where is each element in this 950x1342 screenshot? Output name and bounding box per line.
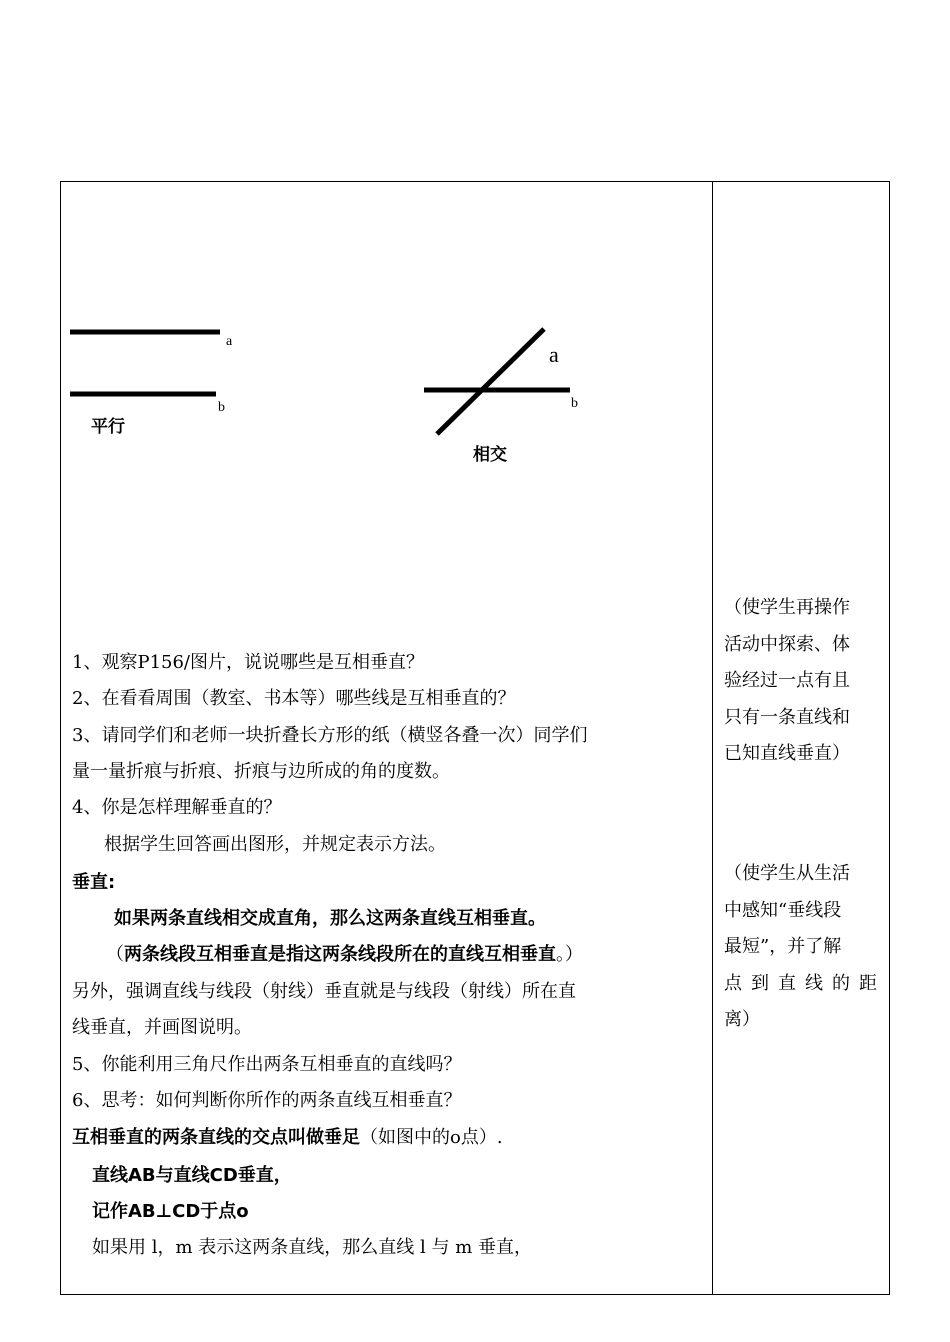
note-1-line: 只有一条直线和 — [724, 706, 850, 728]
note-2-line: 中感知“垂线段 — [724, 899, 842, 921]
answer-line: 根据学生回答画出图形，并规定表示方法。 — [104, 834, 446, 855]
note-1-line: （使学生再操作 — [724, 597, 850, 618]
foot-definition-rest: （如图中的o点）. — [360, 1127, 503, 1148]
parallel-label-a: a — [226, 334, 233, 349]
question-2: 2、在看看周围（教室、书本等）哪些线是互相垂直的？ — [72, 688, 516, 709]
note-1-line: 活动中探索、体 — [724, 633, 850, 655]
question-3-line-2: 量一量折痕与折痕、折痕与边所成的角的度数。 — [72, 761, 450, 782]
extra-line-1: 另外，强调直线与线段（射线）垂直就是与线段（射线）所在直 — [72, 981, 576, 1002]
note-1-line: 验经过一点有且 — [724, 670, 850, 691]
question-5: 5、你能利用三角尺作出两条互相垂直的直线吗？ — [72, 1054, 462, 1075]
note-2-line: 最短”，并了解 — [724, 936, 842, 957]
question-1: 1、观察P156/图片，说说哪些是互相垂直？ — [72, 652, 424, 673]
note-2-line: 点到直线的距 — [724, 972, 886, 994]
notation-line: 记作AB⊥CD于点o — [92, 1201, 249, 1222]
perpendicular-definition: 如果两条直线相交成直角，那么这两条直线互相垂直。 — [114, 908, 546, 929]
extra-line-2: 线垂直，并画图说明。 — [72, 1017, 252, 1038]
note-1-line: 已知直线垂直） — [724, 743, 850, 764]
line-figures — [0, 0, 950, 480]
note-2-line: （使学生从生活 — [724, 863, 850, 884]
lm-line: 如果用 l，m 表示这两条直线，那么直线 l 与 m 垂直， — [92, 1237, 532, 1258]
parallel-caption: 平行 — [91, 417, 125, 437]
intersect-line-a — [437, 329, 544, 434]
question-3-line-1: 3、请同学们和老师一块折叠长方形的纸（横竖各叠一次）同学们 — [72, 725, 588, 746]
intersect-caption: 相交 — [473, 445, 507, 465]
segment-note-open: （ — [106, 944, 124, 965]
segment-note-close: 。） — [556, 944, 583, 965]
ab-cd-statement: 直线AB与直线CD垂直， — [92, 1165, 292, 1186]
question-4: 4、你是怎样理解垂直的？ — [72, 797, 282, 818]
note-2-line: 离） — [724, 1009, 760, 1030]
parallel-label-b: b — [218, 400, 225, 415]
teaching-note-2 — [724, 856, 884, 1039]
segment-note — [106, 945, 583, 965]
segment-note-bold: 两条线段互相垂直是指这两条线段所在的直线互相垂直 — [124, 944, 556, 965]
question-6: 6、思考：如何判断你所作的两条直线互相垂直？ — [72, 1090, 462, 1111]
term-heading: 垂直: — [72, 872, 116, 893]
foot-definition — [72, 1128, 503, 1148]
intersect-label-a: a — [549, 342, 559, 367]
intersect-label-b: b — [571, 396, 578, 411]
teaching-note-1 — [724, 590, 884, 773]
foot-definition-bold: 互相垂直的两条直线的交点叫做垂足 — [72, 1127, 360, 1148]
